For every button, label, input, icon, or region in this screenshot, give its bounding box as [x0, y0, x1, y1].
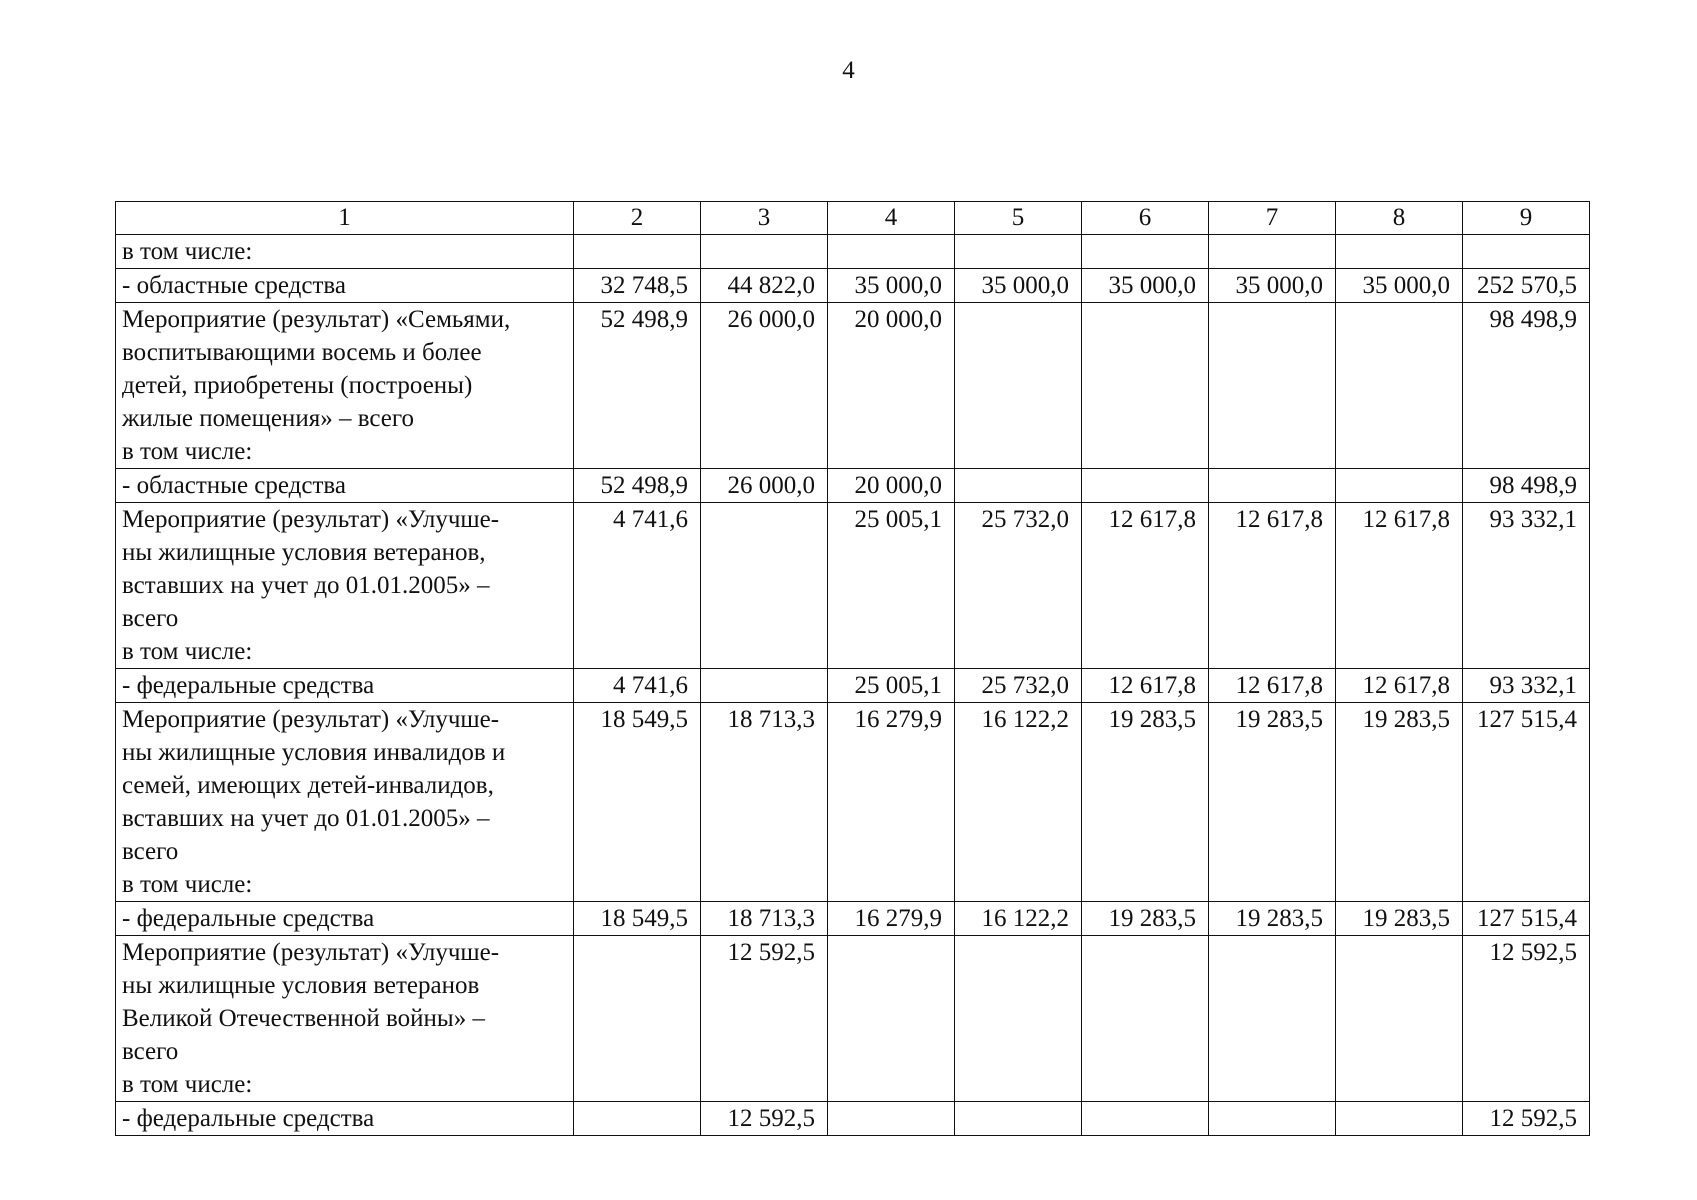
table-body [116, 235, 1590, 1136]
row-label-line: - федеральные средства [122, 905, 375, 932]
table-row [116, 235, 1590, 269]
value-cell: 18 549,5 [574, 703, 701, 902]
value-cell: 52 498,9 [574, 303, 701, 469]
row-label-line: в том числе: [122, 871, 253, 898]
row-label-cell [116, 303, 574, 469]
row-label-line: Мероприятие (результат) «Улучше- [122, 939, 500, 966]
value-cell [1336, 1102, 1463, 1136]
value-cell [1463, 235, 1590, 269]
table-row [116, 1102, 1590, 1136]
value-cell: 98 498,9 [1463, 303, 1590, 469]
value-cell: 252 570,5 [1463, 269, 1590, 303]
value-cell [1336, 303, 1463, 469]
value-cell [828, 1102, 955, 1136]
value-cell: 25 005,1 [828, 669, 955, 703]
row-label-line: Великой Отечественной войны» – [122, 1005, 485, 1032]
value-cell [701, 669, 828, 703]
value-cell [701, 235, 828, 269]
table-row [116, 703, 1590, 902]
row-label-cell [116, 469, 574, 503]
row-label-line: Мероприятие (результат) «Улучше- [122, 706, 500, 733]
value-cell [1082, 235, 1209, 269]
value-cell [1336, 235, 1463, 269]
value-cell [828, 936, 955, 1102]
table-row [116, 303, 1590, 469]
value-cell [955, 235, 1082, 269]
row-label-line: в том числе: [122, 1071, 253, 1098]
value-cell: 26 000,0 [701, 469, 828, 503]
value-cell: 12 592,5 [1463, 1102, 1590, 1136]
value-cell: 4 741,6 [574, 669, 701, 703]
value-cell: 93 332,1 [1463, 669, 1590, 703]
value-cell [574, 1102, 701, 1136]
row-label-cell [116, 269, 574, 303]
row-label-line: ны жилищные условия инвалидов и [122, 739, 506, 766]
row-label-cell [116, 503, 574, 669]
value-cell [701, 503, 828, 669]
row-label-line: - областные средства [122, 472, 346, 499]
value-cell [1209, 469, 1336, 503]
value-cell: 12 617,8 [1336, 503, 1463, 669]
value-cell: 98 498,9 [1463, 469, 1590, 503]
column-header: 9 [1463, 202, 1590, 235]
value-cell: 12 617,8 [1082, 669, 1209, 703]
budget-table [115, 201, 1590, 1136]
row-label-line: ны жилищные условия ветеранов, [122, 539, 486, 566]
table-header [116, 202, 1590, 235]
header-row [116, 202, 1590, 235]
value-cell [955, 303, 1082, 469]
column-header: 1 [116, 202, 574, 235]
value-cell: 19 283,5 [1336, 902, 1463, 936]
value-cell: 16 122,2 [955, 902, 1082, 936]
row-label-line: вставших на учет до 01.01.2005» – [122, 805, 490, 832]
row-label-line: семей, имеющих детей-инвалидов, [122, 772, 494, 799]
column-header: 5 [955, 202, 1082, 235]
row-label-line: Мероприятие (результат) «Улучше- [122, 506, 500, 533]
value-cell [1209, 1102, 1336, 1136]
value-cell: 12 592,5 [701, 936, 828, 1102]
column-header: 3 [701, 202, 828, 235]
value-cell: 20 000,0 [828, 303, 955, 469]
table-row [116, 503, 1590, 669]
row-label-line: воспитывающими восемь и более [122, 339, 482, 366]
page-number: 4 [842, 57, 855, 84]
value-cell: 18 713,3 [701, 902, 828, 936]
value-cell: 4 741,6 [574, 503, 701, 669]
table-row [116, 469, 1590, 503]
value-cell: 18 549,5 [574, 902, 701, 936]
value-cell: 20 000,0 [828, 469, 955, 503]
row-label-line: детей, приобретены (построены) [122, 372, 473, 399]
table-row [116, 269, 1590, 303]
table-row [116, 669, 1590, 703]
column-header: 4 [828, 202, 955, 235]
value-cell [1082, 469, 1209, 503]
value-cell: 35 000,0 [1209, 269, 1336, 303]
row-label-cell [116, 936, 574, 1102]
value-cell [574, 235, 701, 269]
table-row [116, 902, 1590, 936]
value-cell: 18 713,3 [701, 703, 828, 902]
value-cell: 35 000,0 [1336, 269, 1463, 303]
row-label-line: в том числе: [122, 238, 253, 265]
value-cell: 44 822,0 [701, 269, 828, 303]
row-label-line: в том числе: [122, 638, 253, 665]
value-cell: 12 617,8 [1336, 669, 1463, 703]
row-label-line: ны жилищные условия ветеранов [122, 972, 480, 999]
value-cell: 12 617,8 [1209, 669, 1336, 703]
column-header: 6 [1082, 202, 1209, 235]
value-cell: 12 617,8 [1209, 503, 1336, 669]
value-cell: 16 279,9 [828, 703, 955, 902]
value-cell: 19 283,5 [1082, 703, 1209, 902]
value-cell [955, 936, 1082, 1102]
value-cell [1082, 303, 1209, 469]
row-label-cell [116, 235, 574, 269]
row-label-line: - федеральные средства [122, 672, 375, 699]
column-header: 7 [1209, 202, 1336, 235]
column-header: 8 [1336, 202, 1463, 235]
value-cell: 25 732,0 [955, 503, 1082, 669]
value-cell: 12 617,8 [1082, 503, 1209, 669]
value-cell [955, 1102, 1082, 1136]
value-cell: 93 332,1 [1463, 503, 1590, 669]
row-label-line: Мероприятие (результат) «Семьями, [122, 306, 511, 333]
column-header: 2 [574, 202, 701, 235]
value-cell: 35 000,0 [955, 269, 1082, 303]
value-cell: 32 748,5 [574, 269, 701, 303]
value-cell: 19 283,5 [1209, 703, 1336, 902]
row-label-line: вставших на учет до 01.01.2005» – [122, 572, 490, 599]
value-cell: 19 283,5 [1082, 902, 1209, 936]
value-cell: 19 283,5 [1209, 902, 1336, 936]
value-cell [1082, 936, 1209, 1102]
value-cell: 12 592,5 [701, 1102, 828, 1136]
value-cell: 25 732,0 [955, 669, 1082, 703]
value-cell: 16 122,2 [955, 703, 1082, 902]
value-cell: 26 000,0 [701, 303, 828, 469]
value-cell [1082, 1102, 1209, 1136]
row-label-cell [116, 703, 574, 902]
value-cell: 35 000,0 [1082, 269, 1209, 303]
value-cell: 16 279,9 [828, 902, 955, 936]
row-label-cell [116, 902, 574, 936]
value-cell: 35 000,0 [828, 269, 955, 303]
value-cell [574, 936, 701, 1102]
value-cell [955, 469, 1082, 503]
row-label-line: всего [122, 838, 179, 865]
value-cell [1336, 469, 1463, 503]
row-label-line: жилые помещения» – всего [122, 405, 414, 432]
value-cell: 19 283,5 [1336, 703, 1463, 902]
row-label-line: - федеральные средства [122, 1105, 375, 1132]
row-label-cell [116, 1102, 574, 1136]
value-cell [1209, 235, 1336, 269]
value-cell: 12 592,5 [1463, 936, 1590, 1102]
row-label-line: - областные средства [122, 272, 346, 299]
row-label-cell [116, 669, 574, 703]
value-cell: 25 005,1 [828, 503, 955, 669]
value-cell: 127 515,4 [1463, 703, 1590, 902]
value-cell [1209, 936, 1336, 1102]
row-label-line: в том числе: [122, 438, 253, 465]
value-cell [1336, 936, 1463, 1102]
row-label-line: всего [122, 605, 179, 632]
row-label-line: всего [122, 1038, 179, 1065]
table-row [116, 936, 1590, 1102]
value-cell: 52 498,9 [574, 469, 701, 503]
value-cell [828, 235, 955, 269]
value-cell [1209, 303, 1336, 469]
value-cell: 127 515,4 [1463, 902, 1590, 936]
